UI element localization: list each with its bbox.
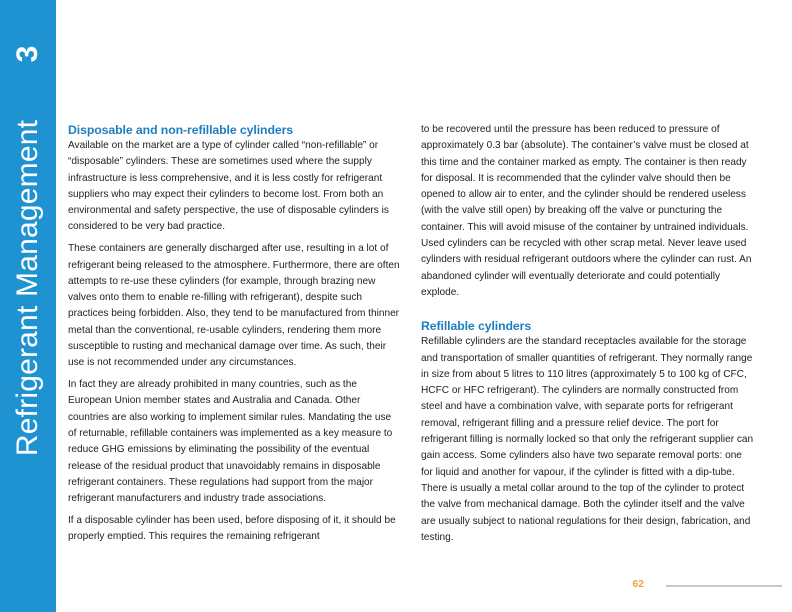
footer-rule (666, 585, 782, 587)
chapter-number: 3 (11, 45, 44, 63)
paragraph: In fact they are already prohibited in many countries, such as the European Union member states and Australia and Canada. Other countries are also working to implement similar rules. Mandating the use of returnable, refillable containers was implemented as a key measure to reduce GHG emissions by eliminating the possibility of the eventual release of the residual product that unavoidably remains in disposable refrigerant containers. These regulations had support from the major refrigerant manufacturers and industry trade associations. (68, 379, 393, 505)
left-column (68, 122, 402, 551)
chapter-sidebar (0, 0, 56, 612)
chapter-title: Refrigerant Management (11, 119, 44, 457)
section-heading-disposable: Disposable and non-refillable cylinders (68, 123, 294, 137)
right-column (421, 122, 755, 552)
paragraph: These containers are generally discharged after use, resulting in a lot of refrigerant being released to the atmosphere. Furthermore, there are often attempts to re-use these cylinders (for example, through brazing new valves onto them to enable re-filling with refrigerant), despite such practices being forbidden. Also, they tend to be manufactured from thinner metal than the conventional, re-usable cylinders, rendering them more susceptible to rusting and mechanical damage over time. As such, their use is not recommended under any circumstances. (68, 243, 400, 369)
paragraph: Refillable cylinders are the standard receptacles available for the storage and transportation of smaller quantities of refrigerant. They normally range in size from about 5 litres to 110 litres (approximately 5 to 100 kg of CFC, HCFC or HFC refrigerant). The cylinders are normally constructed from steel and have a combination valve, with separate ports for refrigerant removal, refrigerant filling and a pressure relief device. The port for refrigerant filling is normally locked so that only the refrigerant supplier can gain access. Some cylinders also have two separate removal ports: one for liquid and another for vapour, if the cylinder is fitted with a dip-tube. There is usually a metal collar around to the top of the cylinder to protect the valve from mechanical damage. Both the cylinder itself and the valve are usually subject to national regulations for their design, fabrication, and testing. (421, 336, 754, 543)
section-heading-refillable: Refillable cylinders (421, 319, 532, 334)
paragraph: If a disposable cylinder has been used, before disposing of it, it should be properly emptied. This requires the remaining refrigerant (68, 515, 396, 543)
page-number: 62 (632, 578, 644, 590)
paragraph: Available on the market are a type of cylinder called “non-refillable” or “disposable” cylinders. These are sometimes used where the supply infrastructure is less comprehensive, and it is less costly for refrigerant suppliers who may expect their cylinders to become lost. From both an environmental and safety perspective, the use of disposable cylinders is considered to be very bad practice. (68, 140, 389, 233)
paragraph-continuation: to be recovered until the pressure has been reduced to pressure of approximately 0.3 bar (absolute). The container’s valve must be closed at this time and the container marked as empty. The container is then ready for disposal. It is recommended that the cylinder valve should then be opened to allow air to enter, and the cylinder should be rendered useless (with the valve still open) by breaking off the valve or puncturing the container. This will avoid misuse of the container by untrained individuals. Used cylinders can be recycled with other scrap metal. Never leave used cylinders with residual refrigerant outdoors where the cylinder can rust. An abandoned cylinder will eventually deteriorate and could potentially explode. (421, 124, 752, 298)
